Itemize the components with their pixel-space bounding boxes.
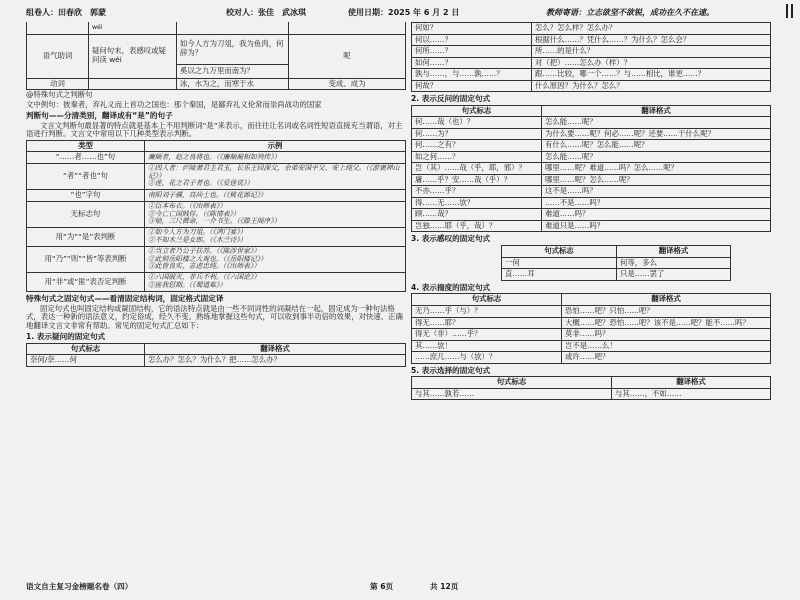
table-row [412,23,771,35]
verb-example: 冰，水为之，而寒于水 [177,78,289,90]
type-cell: 用“非”或“匪”表否定判断 [27,273,145,292]
example-cell [145,246,406,272]
table-row [27,190,406,202]
page-header [26,4,760,20]
pattern-cell: 何……哉（也）？ [412,117,542,129]
rhetorical-subheading: 2. 表示反问的固定句式 [411,94,491,104]
translation-cell: 难道只是……吗？ [542,220,771,232]
col-example: 示例 [145,140,406,152]
example-cell [145,228,406,247]
table-row [412,352,771,364]
particle-example-2: 奚以之九万里而南为？ [177,64,289,78]
translation-cell: 哪里……呢？怎么……呢？ [542,174,771,186]
example-line: ③此皆良实，志虑忠纯。（《出师表》） [148,262,261,271]
col-pattern: 句式标志 [412,294,562,306]
translation-cell: 或许……吧？ [562,352,771,364]
pattern-cell: 一何 [502,257,617,269]
example-line: 廉颇者，赵之良将也。（《廉颇蔺相如列传》） [148,152,281,161]
example-cell [145,190,406,202]
example-cell [145,152,406,164]
verb-meaning: 变成、成为 [289,78,406,90]
table-row [412,151,771,163]
pattern-cell: 何……之有？ [412,140,542,152]
judgment-table [26,140,406,292]
pattern-cell: 直……耳 [502,269,617,281]
verb-label: 动词 [27,78,89,90]
pattern-cell: 何所……？ [412,46,532,58]
fixed-pattern-intro: 固定句式也叫固定结构或凝固结构，它的语法特点就是由一些不同词性的词凝结在一起，固定成为一种句法格式，表达一种新的语法意义，约定俗成，经久不变。熟练地掌握这些句式，可以收到事半功倍的效果，对快速、正确地翻译文言文非常有帮助。常见的固定句式汇总如下： [26,303,403,330]
example-line: ②莲，花之君子者也。（《爱莲说》） [148,179,254,188]
choice-subheading: 5. 表示选择的固定句式 [411,365,491,375]
table-row [412,329,771,341]
translation-cell: 恐怕……吧？只怕……吧？ [562,305,771,317]
particle-usage: 疑问句末，表感叹或疑问读 wéi [89,34,177,78]
exclamation-subheading: 3. 表示感叹的固定句式 [411,234,491,244]
sentence-example: 文中例句：彼秦者，弃礼义而上首功之国也：那个秦国，是鄙弃礼义伦常而崇尚战功的国家 [26,99,322,109]
pattern-cell: 岂独……耶（乎，哉）？ [412,220,542,232]
pattern-cell: 奈何/奈……何 [27,355,145,367]
particle-label: 语气助词 [27,34,89,78]
question-table-continued [411,22,771,92]
pattern-cell: 其……欤！ [412,340,562,352]
table-row [412,317,771,329]
teacher-motto: 教师寄语：立志欲坚不欲锐，成功在久不在速。 [546,8,714,17]
example-cell [145,273,406,292]
example-line: ②此则岳阳楼之大观也。（《岳阳楼记》） [148,254,267,263]
example-line: ①四人者：庐陵萧君圭君玉，长乐王回深父，余弟安国平父、安上纯父。（《游褒禅山记》） [148,163,400,180]
translation-cell: 怎么能……呢？ [542,117,771,129]
table-row [27,228,406,247]
translation-cell: 怎么？怎么样？怎么办？ [532,23,771,35]
table-row [412,128,771,140]
margin-mark [791,4,793,18]
translation-cell: ……不是……吗？ [542,197,771,209]
pattern-cell: 不亦……乎？ [412,186,542,198]
pattern-cell: 孰与……，与……孰……？ [412,69,532,81]
table-row [502,269,731,281]
example-cell [145,163,406,189]
translation-cell: 什么原因？为什么？怎么？ [532,80,771,92]
type-cell: 用“为”“是”表判断 [27,228,145,247]
translation-cell: 何等，多么 [617,257,731,269]
example-line: ②不知木兰是女郎。（《木兰诗》） [148,236,247,245]
date-text: 使用日期：2025 年 6 月 2 日 [348,8,460,17]
table-row [502,257,731,269]
table-row [27,163,406,189]
example-line: ①如今人方为刀俎。（《鸿门宴》） [148,228,247,237]
pattern-cell: 何如？ [412,23,532,35]
col-translation: 翻译格式 [145,343,406,355]
translation-cell: 这不是……吗？ [542,186,771,198]
pattern-cell: 何……为？ [412,128,542,140]
table-row [412,117,771,129]
translation-cell: 怎么能……呢？ [542,151,771,163]
type-cell: 无标志句 [27,201,145,227]
translation-cell: 怎么办？怎么？为什么？把……怎么办？ [145,355,406,367]
left-column [26,22,406,570]
example-line: ①臣本布衣。（《出师表》） [148,201,227,210]
pattern-cell: 何以……？ [412,34,532,46]
table-row [27,246,406,272]
rhetorical-table [411,105,771,233]
col-pattern: 句式标志 [412,377,612,389]
translation-cell: 岂不是……么！ [562,340,771,352]
type-cell: “者”“者也”句 [27,163,145,189]
question-table [26,343,406,367]
pattern-cell: 得无……耶？ [412,317,562,329]
table-row [27,201,406,227]
translation-cell: 莫非……吗？ [562,329,771,341]
pattern-cell: 得无（非）……乎？ [412,329,562,341]
table-row [412,57,771,69]
example-line: ③劬，三尺微命，一介书生。（《滕王阁序》） [148,217,281,226]
example-line: ②今亡亡国贱俘。（《陈情表》） [148,209,240,218]
col-translation: 翻译格式 [612,377,771,389]
table-row [27,273,406,292]
type-cell: 用“乃”“则”“皆”等表判断 [27,246,145,272]
col-pattern: 句式标志 [502,246,617,258]
translation-cell: 哪里……呢？难道……吗？怎么……呢？ [542,163,771,175]
table-row [412,186,771,198]
table-row [412,80,771,92]
compiler-text: 组卷人：田春欣 郭蒙 [26,8,106,17]
translation-cell: 为什么要……呢？何必……呢？还要……干什么呢？ [542,128,771,140]
table-row [412,174,771,186]
sentence-note: @特殊句式之判断句 [26,90,93,100]
fixed-pattern-heading: 特殊句式之固定句式——看清固定结构词，固定格式固定译 [26,293,224,303]
pattern-cell: ……庶几……与（欤）？ [412,352,562,364]
pattern-cell: 得……无……欤？ [412,197,542,209]
type-cell: “……者……也”句 [27,152,145,164]
col-translation: 翻译格式 [617,246,731,258]
pattern-cell: 与其……孰若…… [412,388,612,400]
table-row [412,388,771,400]
table-row [412,140,771,152]
col-pattern: 句式标志 [27,343,145,355]
translation-cell: 有什么……呢？怎么能……呢？ [542,140,771,152]
margin-mark [786,4,788,18]
table-row [27,152,406,164]
pinyin-note: wéi [89,22,177,34]
particle-table [26,22,406,90]
table-row [412,220,771,232]
pattern-cell: 无乃……乎（与）？ [412,305,562,317]
pattern-cell: 岂（其）……哉（乎，耶，邪）？ [412,163,542,175]
col-translation: 翻译格式 [542,105,771,117]
col-type: 类型 [27,140,145,152]
translation-cell: 与其……，不如…… [612,388,771,400]
reviewer-text: 校对人：张佳 武冰琪 [226,8,306,17]
example-line: ①当立者乃公子扶苏。（《陈涉世家》） [148,246,261,255]
translation-cell: 根据什么……？凭什么……？为什么？怎么会？ [532,34,771,46]
exclamation-table [501,245,731,281]
table-row [412,163,771,175]
translation-cell: 难道……吗？ [542,209,771,221]
speculation-table [411,293,771,363]
translation-cell: 对（把）……怎么办（样）？ [532,57,771,69]
translation-cell: 只是……罢了 [617,269,731,281]
table-row [412,340,771,352]
question-subheading: 1. 表示疑问的固定句式 [26,332,106,342]
table-row [412,197,771,209]
choice-table [411,376,771,400]
translation-cell: 大概……吧？恐怕……吧？该不是……吧？能不……吗？ [562,317,771,329]
judgment-intro: 文言文判断句最显著的特点就是基本上不用判断词“是”来表示，而往往让名词或名词性短语直接充当谓语，对主语进行判断。文言文中常用以下几种类型表示判断。 [26,120,403,139]
example-cell [145,201,406,227]
table-row [412,209,771,221]
table-row [412,34,771,46]
footer-page: 第 6页 [370,582,394,592]
pattern-cell: 如之何……？ [412,151,542,163]
particle-example-1: 如今人方为刀俎，我为鱼肉，何辞为？ [177,34,289,64]
footer-total: 共 12页 [430,582,459,592]
table-row [412,305,771,317]
example-line: ①六国破灭，非兵不利。（《六国论》） [148,273,261,282]
table-row [412,46,771,58]
translation-cell: 跟……比较，哪一个……？与……相比，谁更……？ [532,69,771,81]
type-cell: “也”字句 [27,190,145,202]
pattern-cell: 顾……哉？ [412,209,542,221]
right-column [411,22,771,570]
particle-meaning: 呢 [289,34,406,78]
col-pattern: 句式标志 [412,105,542,117]
translation-cell: 所……的是什么？ [532,46,771,58]
pattern-cell: 庸……乎？安……哉（乎）？ [412,174,542,186]
footer-title: 语文自主复习金榜题名卷（四） [26,582,133,592]
example-line: 南阳刘子骥，高尚士也。（《桃花源记》） [148,190,267,199]
speculation-subheading: 4. 表示揣度的固定句式 [411,282,491,292]
table-row [412,69,771,81]
example-line: ②匪我愆期。（《蜀道难》） [148,281,227,290]
judgment-heading: 判断句——分清类别，翻译成有“是”的句子 [26,111,173,121]
pattern-cell: 何故？ [412,80,532,92]
col-translation: 翻译格式 [562,294,771,306]
pattern-cell: 如何……？ [412,57,532,69]
